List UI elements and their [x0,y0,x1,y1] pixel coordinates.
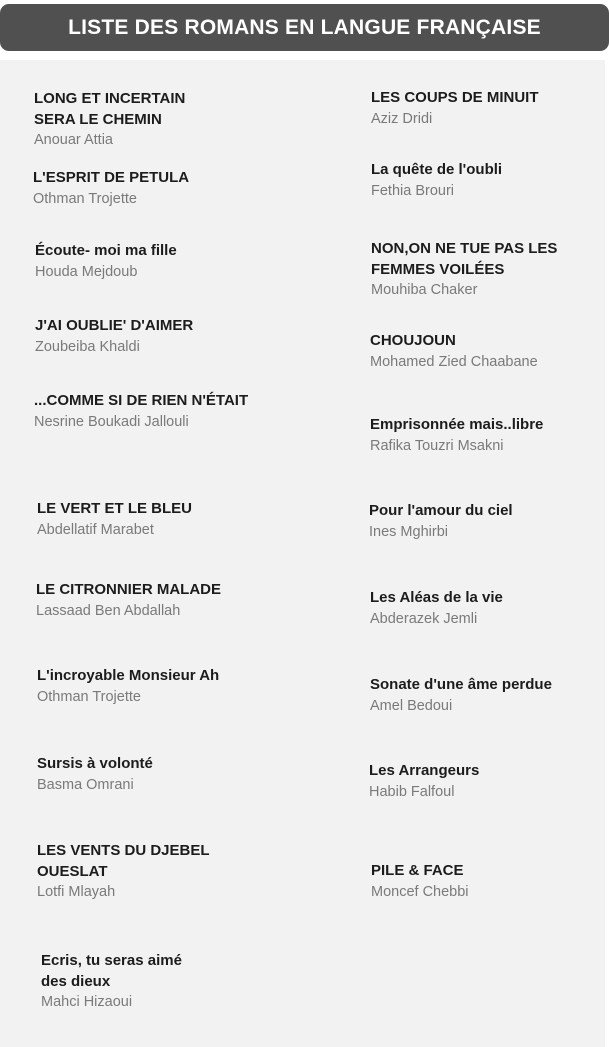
novel-title: NON,ON NE TUE PAS LES FEMMES VOILÉES [371,240,558,278]
novel-author: Mouhiba Chaker [371,282,478,298]
novel-title: LE CITRONNIER MALADE [36,581,221,598]
novel-title: LES COUPS DE MINUIT [371,89,539,106]
novel-author: Zoubeiba Khaldi [35,338,140,355]
list-item [37,754,287,795]
novel-author: Aziz Dridi [371,110,433,127]
list-item [371,861,591,902]
list-item [370,415,600,456]
novel-title: La quête de l'oubli [371,161,503,178]
list-item [41,951,201,1012]
novel-author: Abdellatif Marabet [37,521,154,538]
list-item [37,499,287,540]
novel-list-panel [0,60,605,1047]
list-item [37,666,287,707]
list-item [34,89,214,150]
novel-title: Ecris, tu seras aimé des dieux [41,952,182,990]
list-item [35,316,285,357]
novel-title: Pour l'amour du ciel [369,502,513,519]
novel-author: Mahci Hizaoui [41,994,133,1010]
novel-author: Rafika Touzri Msakni [370,437,504,454]
novel-title: LONG ET INCERTAIN SERA LE CHEMIN [34,90,186,128]
novel-title: J'AI OUBLIE' D'AIMER [35,317,194,334]
list-item [371,239,571,300]
novel-title: Les Aléas de la vie [370,589,503,606]
novel-author: Lassaad Ben Abdallah [36,602,181,619]
list-item [370,588,590,629]
novel-title: ...COMME SI DE RIEN N'ÉTAIT [34,392,249,409]
novel-author: Fethia Brouri [371,182,455,199]
page-title: LISTE DES ROMANS EN LANGUE FRANÇAISE [68,15,541,39]
novel-title: LE VERT ET LE BLEU [37,500,193,517]
novel-author: Abderazek Jemli [370,610,478,627]
novel-title: LES VENTS DU DJEBEL OUESLAT [37,842,210,880]
novel-title: Sonate d'une âme perdue [370,676,552,693]
list-item [37,841,232,902]
novel-title: L'ESPRIT DE PETULA [33,169,190,186]
page-header [0,4,609,51]
list-item [371,160,591,201]
novel-author: Ines Mghirbi [369,523,448,540]
novel-author: Nesrine Boukadi Jallouli [34,413,189,430]
novel-author: Mohamed Zied Chaabane [370,353,538,370]
novel-author: Basma Omrani [37,776,134,793]
list-item [34,391,314,432]
list-item [371,88,591,129]
novel-author: Moncef Chebbi [371,883,469,900]
novel-title: Emprisonnée mais..libre [370,416,544,433]
novel-title: Écoute- moi ma fille [35,242,177,259]
list-item [35,241,285,282]
novel-author: Anouar Attia [34,132,113,148]
list-item [33,168,283,209]
list-item [369,501,589,542]
list-item [369,761,589,802]
list-item [36,580,286,621]
list-item [370,675,600,716]
novel-title: L'incroyable Monsieur Ah [37,667,220,684]
novel-author: Othman Trojette [33,190,137,207]
novel-author: Houda Mejdoub [35,263,138,280]
novel-author: Habib Falfoul [369,783,455,800]
novel-title: PILE & FACE [371,862,464,879]
novel-author: Amel Bedoui [370,697,453,714]
novel-title: Les Arrangeurs [369,762,480,779]
novel-title: Sursis à volonté [37,755,153,772]
novel-author: Othman Trojette [37,688,141,705]
novel-author: Lotfi Mlayah [37,884,116,900]
list-item [370,331,600,372]
novel-title: CHOUJOUN [370,332,456,349]
